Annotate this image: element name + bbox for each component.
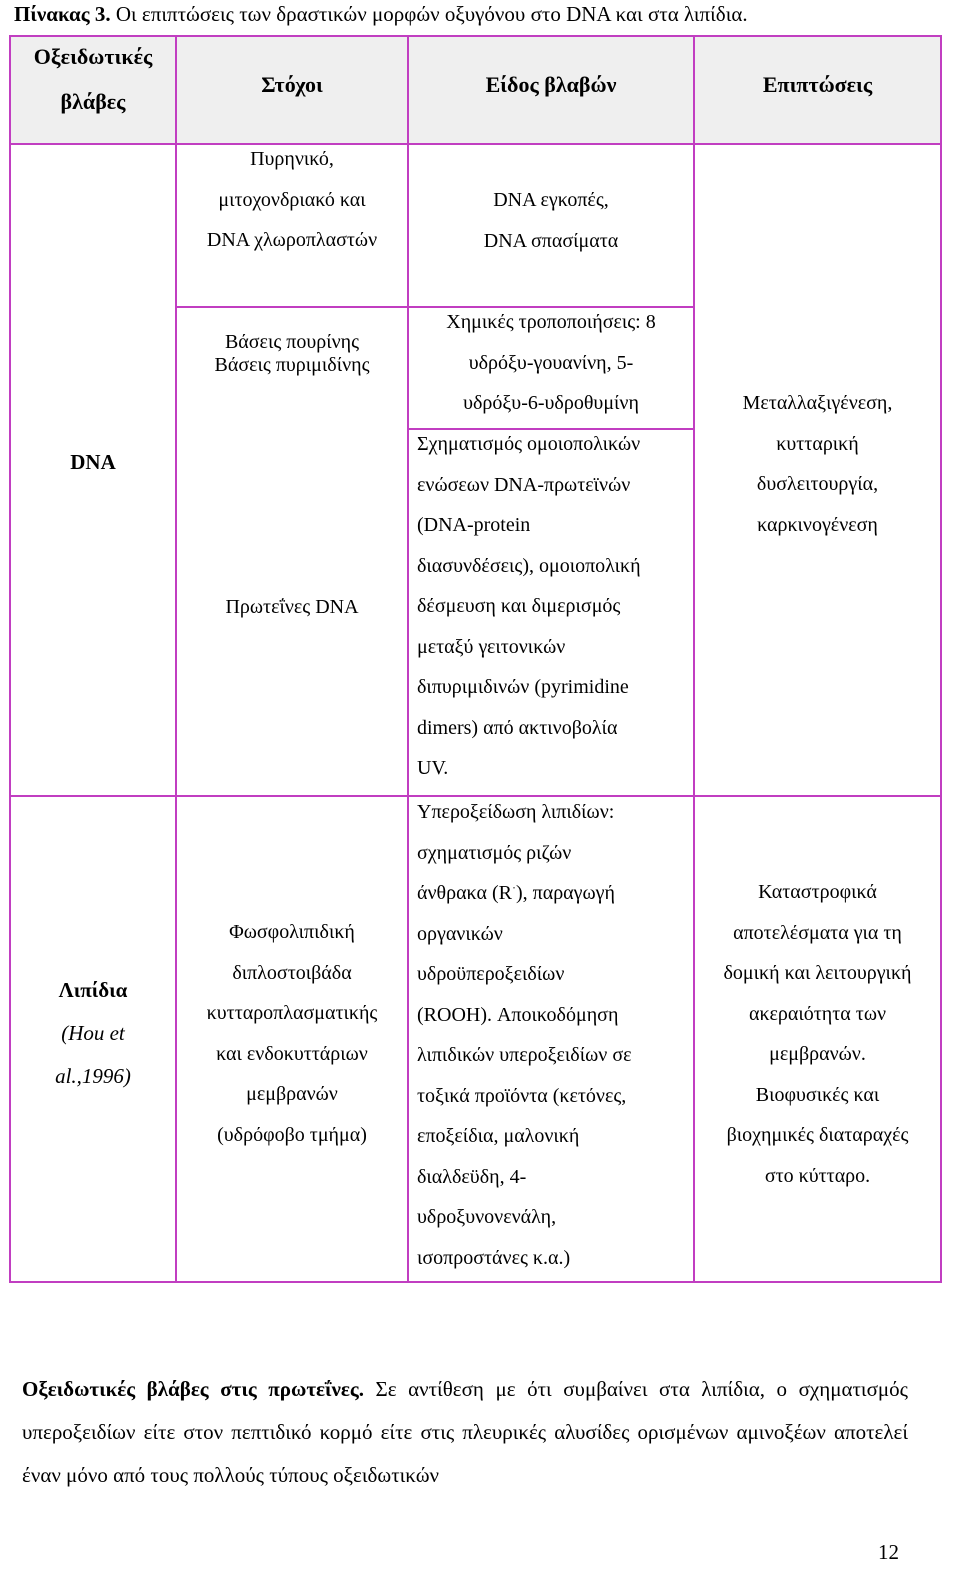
damage-line: οργανικών bbox=[417, 922, 503, 945]
damage-line: δέσμευση και διμερισμός bbox=[417, 595, 621, 617]
effect-line: κυτταρική bbox=[776, 432, 859, 455]
effect-line: Μεταλλαξιγένεση, bbox=[742, 392, 893, 414]
lipids-ref-line1: (Hou et bbox=[61, 1021, 125, 1045]
paragraph-heading: Οξειδωτικές βλάβες στις πρωτεΐνες. bbox=[22, 1377, 364, 1401]
target-line: Βάσεις πυριμιδίνης bbox=[214, 353, 370, 376]
target-line: μεμβρανών bbox=[246, 1083, 338, 1105]
header-col1-line1: Οξειδωτικές bbox=[33, 44, 153, 69]
lipids-target bbox=[177, 912, 407, 1155]
target-line: Φωσφολιπιδική bbox=[229, 921, 355, 943]
target-line: και ενδοκυττάριων bbox=[216, 1042, 368, 1065]
damage-line: Σχηματισμός ομοιοπολικών bbox=[417, 433, 641, 455]
dna-target-proteins: Πρωτεΐνες DNA bbox=[225, 596, 359, 618]
damage-line: ισοπροστάνες κ.α.) bbox=[417, 1246, 571, 1269]
row-label-dna: DNA bbox=[70, 450, 116, 474]
effect-line: καρκινογένεση bbox=[757, 513, 878, 536]
radical-dot: · bbox=[511, 880, 516, 895]
damage-line: ενώσεων DNA-πρωτεϊνών bbox=[417, 473, 631, 496]
header-oxidative-damage bbox=[11, 34, 175, 124]
lipids-effects bbox=[695, 872, 940, 1196]
target-line: (υδρόφοβο τμήμα) bbox=[217, 1123, 367, 1146]
body-paragraph bbox=[22, 1368, 908, 1497]
target-line: Βάσεις πουρίνης bbox=[224, 331, 360, 353]
dna-effects bbox=[695, 383, 940, 545]
row-label-lipids bbox=[11, 969, 175, 1098]
caption-label: Πίνακας 3. bbox=[14, 2, 111, 26]
paragraph-text: Σε αντίθεση με ότι συμβαίνει στα λιπίδια, ο σχηματισμός υπεροξειδίων είτε στον πεπτιδικό κορμό είτε στις πλευρικές αλυσίδες ορισμένων αμινοξέων αποτελεί έναν μόνο από τους πολλούς τύπους οξειδωτικών bbox=[22, 1377, 908, 1487]
damage-line: υδρόξυ-γουανίνη, 5- bbox=[468, 351, 634, 374]
effect-line: βιοχημικές διαταραχές bbox=[726, 1124, 909, 1146]
damage-line: DNA εγκοπές, bbox=[493, 189, 609, 211]
lipids-ref-line2: al.,1996) bbox=[55, 1064, 131, 1088]
effect-line: ακεραιότητα των bbox=[748, 1002, 887, 1025]
damage-line: λιπιδικών υπεροξειδίων σε bbox=[417, 1044, 632, 1066]
header-effects: Επιπτώσεις bbox=[762, 72, 873, 97]
page-number: 12 bbox=[878, 1540, 899, 1564]
lipids-label: Λιπίδια bbox=[58, 978, 128, 1002]
damage-line: Χημικές τροποποιήσεις: 8 bbox=[446, 311, 656, 333]
caption-text: Οι επιπτώσεις των δραστικών μορφών οξυγόνου στο DNA και στα λιπίδια. bbox=[110, 2, 748, 26]
dna-damage-breaks bbox=[409, 180, 693, 261]
damage-line: υδροξυνονενάλη, bbox=[417, 1206, 557, 1228]
target-line: μιτοχονδριακό και bbox=[218, 188, 366, 211]
target-line: κυτταροπλασματικής bbox=[206, 1002, 378, 1024]
effect-line: μεμβρανών. bbox=[769, 1043, 866, 1065]
dna-target-bases bbox=[177, 322, 407, 385]
damage-line: υδροϋπεροξειδίων bbox=[417, 963, 565, 985]
header-damage-type: Είδος βλαβών bbox=[485, 72, 617, 97]
damage-line: εποξείδια, μαλονική bbox=[417, 1125, 580, 1147]
damage-line-radical bbox=[417, 873, 695, 914]
dna-damage-chemical bbox=[409, 302, 693, 424]
damage-line: DNA σπασίματα bbox=[483, 229, 619, 252]
header-col1-line2: βλάβες bbox=[60, 89, 126, 114]
damage-line: (ROOH). Αποικοδόμηση bbox=[417, 1003, 619, 1026]
effects-table bbox=[9, 35, 942, 1283]
damage-line: UV. bbox=[417, 757, 449, 779]
dna-target-organelles bbox=[177, 139, 407, 261]
target-line: διπλοστοιβάδα bbox=[232, 961, 352, 984]
damage-line: υδρόξυ-6-υδροθυμίνη bbox=[463, 392, 639, 414]
damage-line: μεταξύ γειτονικών bbox=[417, 635, 566, 658]
effect-line: Βιοφυσικές και bbox=[755, 1083, 880, 1106]
damage-line: διασυνδέσεις), ομοιοπολική bbox=[417, 554, 641, 577]
effect-line: αποτελέσματα για τη bbox=[733, 921, 902, 944]
damage-text: άνθρακα (R bbox=[417, 882, 512, 904]
damage-line: dimers) από ακτινοβολία bbox=[417, 716, 618, 739]
damage-line: (DNA-protein bbox=[417, 514, 531, 536]
damage-line: Υπεροξείδωση λιπιδίων: bbox=[417, 801, 615, 823]
header-targets: Στόχοι bbox=[261, 72, 323, 97]
damage-line: διαλδεϋδη, 4- bbox=[417, 1165, 527, 1188]
damage-text: ), παραγωγή bbox=[515, 882, 615, 904]
damage-line: σχηματισμός ριζών bbox=[417, 841, 572, 864]
damage-line: τοξικά προϊόντα (κετόνες, bbox=[417, 1084, 627, 1107]
effect-line: δομική και λειτουργική bbox=[723, 962, 912, 984]
lipids-damage bbox=[417, 792, 695, 1278]
effect-line: στο κύτταρο. bbox=[764, 1164, 871, 1187]
effect-line: δυσλειτουργία, bbox=[756, 473, 879, 495]
table-caption bbox=[14, 0, 748, 28]
target-line: Πυρηνικό, bbox=[250, 148, 334, 170]
header-divider bbox=[11, 143, 940, 145]
effect-line: Καταστροφικά bbox=[758, 881, 877, 903]
dna-damage-crosslinks bbox=[417, 424, 695, 789]
damage-line: διπυριμιδινών (pyrimidine bbox=[417, 676, 629, 698]
target-line: DNA χλωροπλαστών bbox=[206, 229, 378, 251]
